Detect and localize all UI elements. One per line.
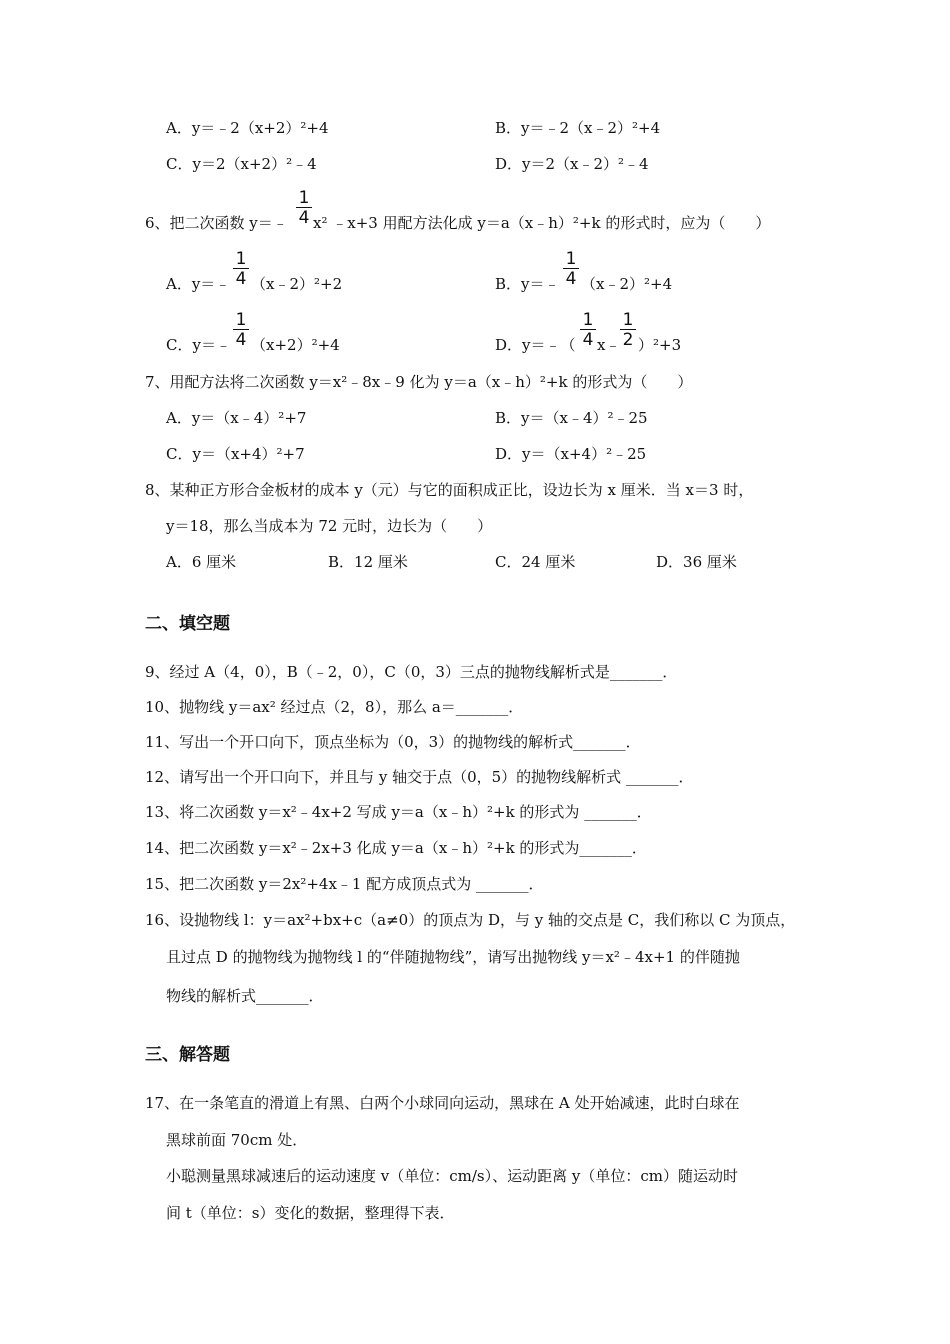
q6-option-d-post: ）²+3 — [638, 336, 682, 354]
q6-option-c-fraction: $\frac{1}{4}$ — [233, 311, 249, 350]
q8-stem-line1: 8、某种正方形合金板材的成本 y（元）与它的面积成正比，设边长为 x 厘米．当 x＝3 时， — [145, 481, 754, 499]
q5-option-d: D．y＝2（x﹣2）²﹣4 — [495, 155, 649, 173]
q17-line2: 黑球前面 70cm 处． — [166, 1131, 308, 1149]
q10: 10、抛物线 y＝ax² 经过点（2，8），那么 a＝_______． — [145, 698, 524, 716]
q7-stem: 7、用配方法将二次函数 y＝x²﹣8x﹣9 化为 y＝a（x﹣h）²+k 的形式为（ ） — [145, 373, 693, 391]
q6-option-b-pre: B．y＝﹣ — [495, 275, 560, 293]
section-fill-in-heading: 二、填空题 — [145, 614, 230, 634]
q6-stem-pre: 6、把二次函数 y＝﹣ — [145, 214, 288, 232]
q6-option-a-post: （x﹣2）²+2 — [251, 275, 343, 293]
q6-option-a-pre: A．y＝﹣ — [166, 275, 231, 293]
q6-option-d-mid: x﹣ — [597, 336, 621, 354]
q13: 13、将二次函数 y＝x²﹣4x+2 写成 y＝a（x﹣h）²+k 的形式为 _______． — [145, 803, 652, 821]
q6-frac-num: 1 — [296, 189, 312, 208]
q7-option-b: B．y＝（x﹣4）²﹣25 — [495, 409, 648, 427]
q7-option-a: A．y＝（x﹣4）²+7 — [166, 409, 307, 427]
q6-fraction — [296, 189, 312, 228]
q8-option-d: D．36 厘米 — [656, 553, 737, 571]
q8-option-b: B．12 厘米 — [328, 553, 408, 571]
q11: 11、写出一个开口向下，顶点坐标为（0，3）的抛物线的解析式_______． — [145, 733, 641, 751]
q17-line1: 17、在一条笔直的滑道上有黑、白两个小球同向运动，黑球在 A 处开始减速，此时白球在 — [145, 1094, 740, 1112]
q7-option-c: C．y＝（x+4）²+7 — [166, 445, 305, 463]
q9: 9、经过 A（4，0），B（﹣2，0），C（0，3）三点的抛物线解析式是_______． — [145, 663, 678, 681]
q6-option-c-post: （x+2）²+4 — [251, 336, 340, 354]
q6-option-d-fraction-2: $\frac{1}{2}$ — [620, 311, 636, 350]
q5-option-a: A．y＝﹣2（x+2）²+4 — [166, 119, 329, 137]
q6-option-a-fraction: $\frac{1}{4}$ — [233, 250, 249, 289]
q6-stem-post: x² ﹣x+3 用配方法化成 y＝a（x﹣h）²+k 的形式时，应为（ ） — [313, 214, 771, 232]
q5-option-b: B．y＝﹣2（x﹣2）²+4 — [495, 119, 661, 137]
q16-line2: 且过点 D 的抛物线为抛物线 l 的“伴随抛物线”，请写出抛物线 y＝x²﹣4x+1 的伴随抛 — [166, 948, 740, 966]
q6-frac-den: 4 — [298, 208, 310, 228]
q14: 14、把二次函数 y＝x²﹣2x+3 化成 y＝a（x﹣h）²+k 的形式为_______． — [145, 839, 647, 857]
q16-line3: 物线的解析式_______． — [166, 987, 324, 1005]
q8-stem-line2: y＝18，那么当成本为 72 元时，边长为（ ） — [166, 517, 493, 535]
q6-option-d-fraction-1: $\frac{1}{4}$ — [580, 311, 596, 350]
section-answer-heading: 三、解答题 — [145, 1045, 230, 1065]
q6-option-d-pre: D．y＝﹣（ — [495, 336, 576, 354]
q15: 15、把二次函数 y＝2x²+4x﹣1 配方成顶点式为 _______． — [145, 875, 544, 893]
q17-line4: 间 t（单位：s）变化的数据，整理得下表． — [166, 1204, 455, 1222]
q6-option-b-fraction: $\frac{1}{4}$ — [563, 250, 579, 289]
q8-option-a: A．6 厘米 — [166, 553, 237, 571]
q5-option-c: C．y＝2（x+2）²﹣4 — [166, 155, 317, 173]
q16-line1: 16、设抛物线 l：y＝ax²+bx+c（a≠0）的顶点为 D，与 y 轴的交点是 C，我们称以 C 为顶点， — [145, 911, 796, 929]
q6-option-b-post: （x﹣2）²+4 — [581, 275, 673, 293]
q7-option-d: D．y＝（x+4）²﹣25 — [495, 445, 647, 463]
q6-option-c-pre: C．y＝﹣ — [166, 336, 231, 354]
q12: 12、请写出一个开口向下，并且与 y 轴交于点（0，5）的抛物线解析式 _______． — [145, 768, 694, 786]
q8-option-c: C．24 厘米 — [495, 553, 576, 571]
q17-line3: 小聪测量黑球减速后的运动速度 v（单位：cm/s）、运动距离 y（单位：cm）随运动时 — [166, 1167, 738, 1185]
